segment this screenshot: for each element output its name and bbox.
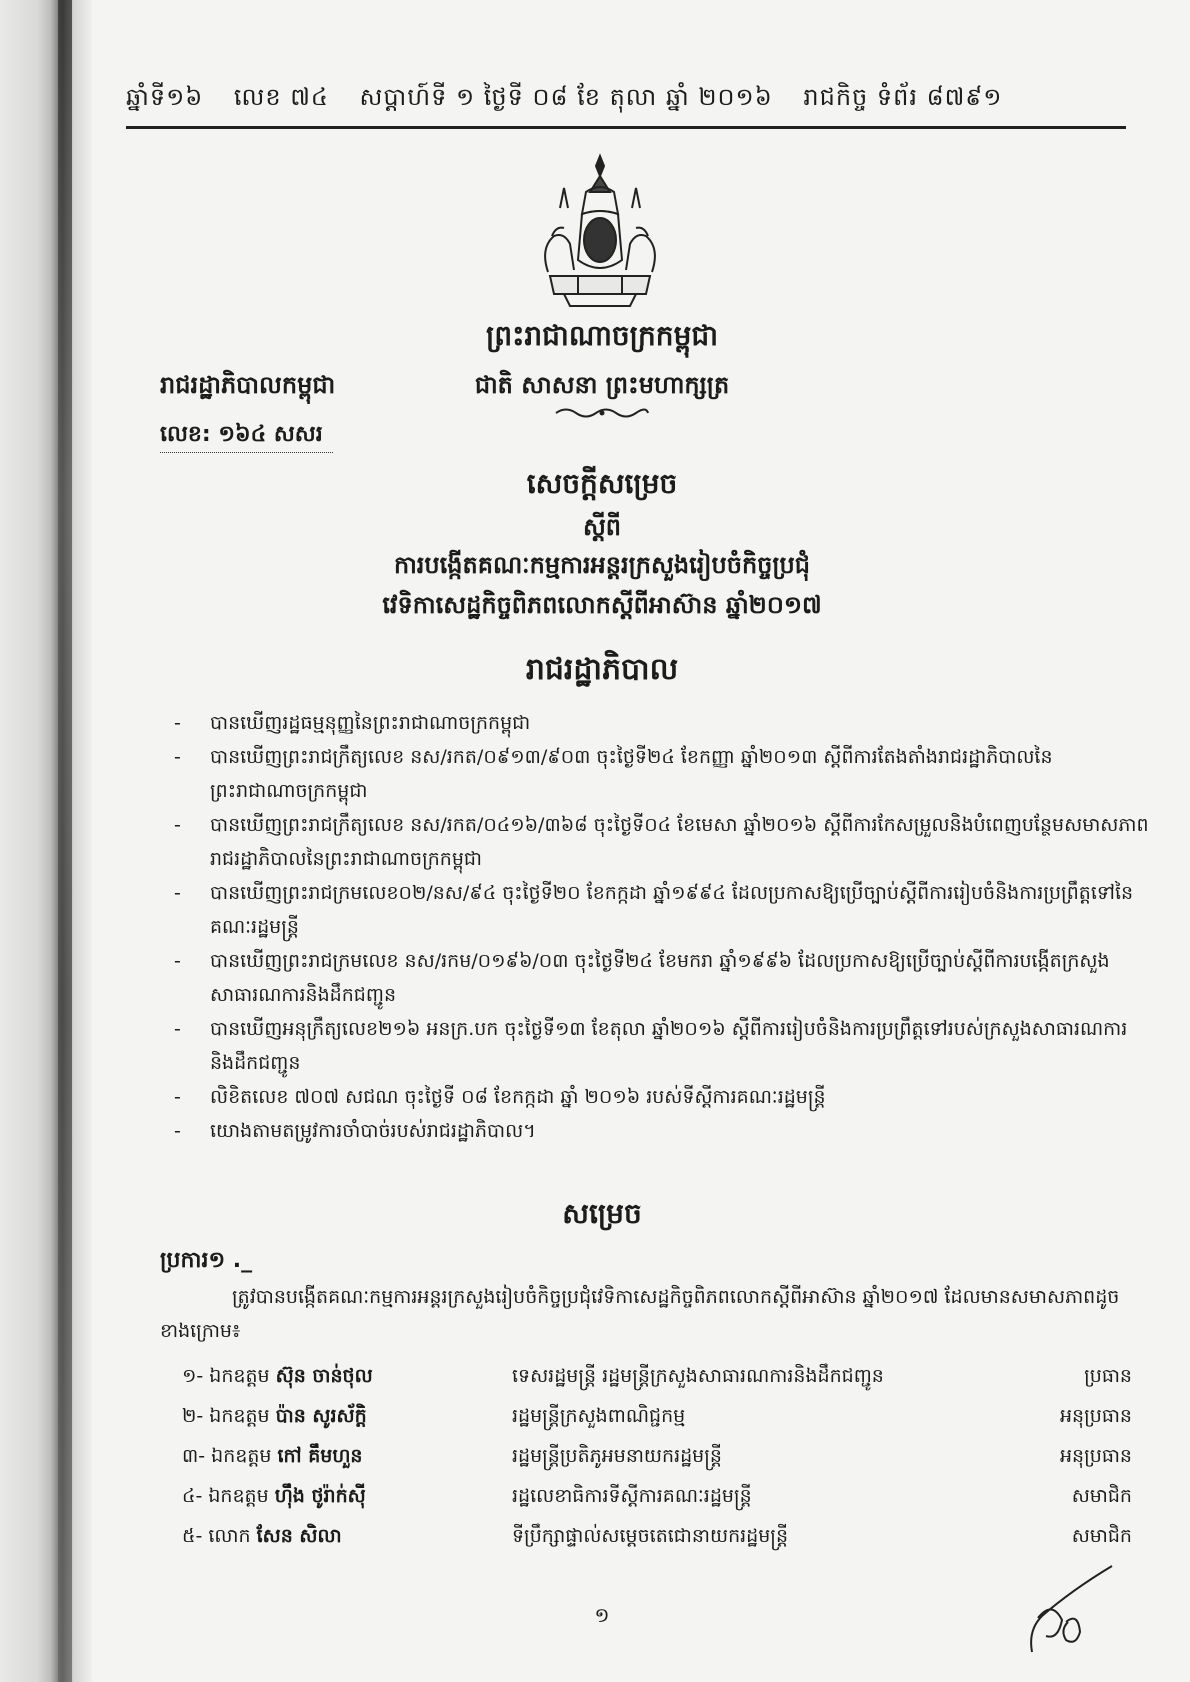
member-status: ប្រធាន <box>1084 1365 1132 1387</box>
recital-item: - បានឃើញព្រះរាជក្រឹត្យលេខ នស/រកត/០៤១៦/៣៦៨ ចុះថ្ងៃទី០៤ ខែមេសា ឆ្នាំ២០១៦ ស្តីពីការកែសម្រួលនិងបំពេញបន្ថែមសមាសភាពរាជរដ្ឋាភិបាលនៃព្រះរាជាណាចក្រកម្ពុជា <box>170 808 1150 876</box>
recital-item: - បានឃើញព្រះរាជក្រឹត្យលេខ នស/រកត/០៩១៣/៩០៣ ចុះថ្ងៃទី២៤ ខែកញ្ញា ឆ្នាំ២០១៣ ស្តីពីការតែងតាំងរាជរដ្ឋាភិបាលនៃព្រះរាជាណាចក្រកម្ពុជា <box>170 740 1150 808</box>
gazette-issue: លេខ ៧៤ <box>233 83 329 111</box>
member-name: ហ៊ឹង ថូរ៉ាក់ស៊ី <box>274 1485 366 1507</box>
recital-item: - លិខិតលេខ ៧០៧ សជណ ចុះថ្ងៃទី ០៨ ខែកក្កដា ឆ្នាំ ២០១៦ របស់ទីស្តីការគណៈរដ្ឋមន្ត្រី <box>170 1080 1150 1114</box>
member-row <box>182 1438 1132 1478</box>
member-title: ១- ឯកឧត្តម <box>182 1365 270 1387</box>
article-1-body: ត្រូវបានបង្កើតគណៈកម្មការអន្តរក្រសួងរៀបចំកិច្ចប្រជុំវេទិកាសេដ្ឋកិច្ចពិភពលោកស្តីពីអាស៊ាន ឆ្នាំ២០១៧ ដែលមានសមាសភាពដូចខាងក្រោម៖ <box>160 1286 1120 1342</box>
subject-line-2: វេទិកាសេដ្ឋកិច្ចពិភពលោកស្តីពីអាស៊ាន ឆ្នាំ២០១៧ <box>382 591 822 619</box>
scan-shadow <box>0 0 92 1682</box>
member-status: អនុប្រធាន <box>1060 1445 1132 1467</box>
member-name: ប៉ាន សូរស័ក្តិ <box>275 1405 367 1427</box>
signature-initials-icon <box>992 1560 1122 1660</box>
royal-arms-emblem-icon <box>530 152 670 312</box>
document-number: លេខ: ១៦៤ សសរ <box>160 420 333 453</box>
member-status: អនុប្រធាន <box>1060 1405 1132 1427</box>
member-role: ទីប្រឹក្សាផ្ទាល់សម្តេចតេជោនាយករដ្ឋមន្ត្រី <box>512 1525 789 1547</box>
document-page <box>92 0 1190 1682</box>
article-1-heading: ប្រការ១ ._ <box>160 1248 253 1273</box>
member-role: រដ្ឋមន្ត្រីក្រសួងពាណិជ្ជកម្ម <box>512 1405 686 1427</box>
ornament-divider-icon <box>552 406 652 420</box>
member-title: ៣- ឯកឧត្តម <box>182 1445 272 1467</box>
member-row <box>182 1518 1132 1558</box>
gazette-week-date: សប្តាហ៍ទី ១ ថ្ងៃទី ០៨ ខែ តុលា ឆ្នាំ ២០១៦ <box>359 83 773 111</box>
member-title: ៤- ឯកឧត្តម <box>182 1485 269 1507</box>
subject-line-1: ការបង្កើតគណៈកម្មការអន្តរក្រសួងរៀបចំកិច្ចប្រជុំ <box>393 551 811 579</box>
member-title: ២- ឯកឧត្តម <box>182 1405 270 1427</box>
member-role: ទេសរដ្ឋមន្ត្រី រដ្ឋមន្ត្រីក្រសួងសាធារណការនិងដឹកជញ្ជូន <box>512 1365 884 1387</box>
gazette-page: រាជកិច្ច ទំព័រ ៨៧៩១ <box>803 83 1003 111</box>
issuing-authority: រាជរដ្ឋាភិបាល <box>525 652 679 687</box>
member-role: រដ្ឋលេខាធិការទីស្តីការគណៈរដ្ឋមន្ត្រី <box>512 1485 752 1507</box>
recital-item: - បានឃើញព្រះរាជក្រមលេខ នស/រកម/០១៩៦/០៣ ចុះថ្ងៃទី២៤ ខែមករា ឆ្នាំ១៩៩៦ ដែលប្រកាសឱ្យប្រើច្បាប់ស្តីពីការបង្កើតក្រសួងសាធារណការនិងដឹកជញ្ជូន <box>170 944 1150 1012</box>
member-status: សមាជិក <box>1071 1485 1132 1507</box>
title-about: ស្តីពី <box>582 513 622 541</box>
document-type: សេចក្តីសម្រេច <box>526 467 678 500</box>
member-role: រដ្ឋមន្ត្រីប្រតិភូអមនាយករដ្ឋមន្ត្រី <box>512 1445 722 1467</box>
recital-item: - បានឃើញរដ្ឋធម្មនុញ្ញនៃព្រះរាជាណាចក្រកម្ពុជា <box>170 706 1150 740</box>
national-motto: ជាតិ សាសនា ព្រះមហាក្សត្រ <box>474 371 730 399</box>
member-name: សែន សិលា <box>256 1525 342 1547</box>
page-number: ១ <box>594 1603 610 1627</box>
member-row <box>182 1478 1132 1518</box>
member-status: សមាជិក <box>1071 1525 1132 1547</box>
gazette-header <box>126 82 1126 117</box>
recitals-list <box>170 706 1150 1148</box>
recital-item: - បានឃើញព្រះរាជក្រមលេខ០២/នស/៩៤ ចុះថ្ងៃទី២០ ខែកក្កដា ឆ្នាំ១៩៩៤ ដែលប្រកាសឱ្យប្រើច្បាប់ស្តីពីការរៀបចំនិងការប្រព្រឹត្តទៅនៃគណៈរដ្ឋមន្ត្រី <box>170 876 1150 944</box>
member-name: កៅ គឹមហួន <box>277 1445 363 1467</box>
member-row <box>182 1358 1132 1398</box>
kingdom-name: ព្រះរាជាណាចក្រកម្ពុជា <box>485 319 718 352</box>
decision-heading: សម្រេច <box>562 1197 642 1230</box>
member-title: ៥- លោក <box>182 1525 251 1547</box>
committee-members <box>182 1358 1132 1558</box>
member-name: ស៊ុន ចាន់ថុល <box>275 1365 373 1387</box>
header-rule <box>126 126 1126 129</box>
member-row <box>182 1398 1132 1438</box>
recital-item: - បានឃើញអនុក្រឹត្យលេខ២១៦ អនក្រ.បក ចុះថ្ងៃទី១៣ ខែតុលា ឆ្នាំ២០១៦ ស្តីពីការរៀបចំនិងការប្រព្រឹត្តទៅរបស់ក្រសួងសាធារណការ និងដឹកជញ្ជូន <box>170 1012 1150 1080</box>
gazette-year: ឆ្នាំទី១៦ <box>126 83 204 111</box>
issuer-name: រាជរដ្ឋាភិបាលកម្ពុជា <box>160 371 336 399</box>
recital-item: - យោងតាមតម្រូវការចាំបាច់របស់រាជរដ្ឋាភិបាល។ <box>170 1114 1150 1148</box>
scan-binding-edge <box>58 0 72 1682</box>
